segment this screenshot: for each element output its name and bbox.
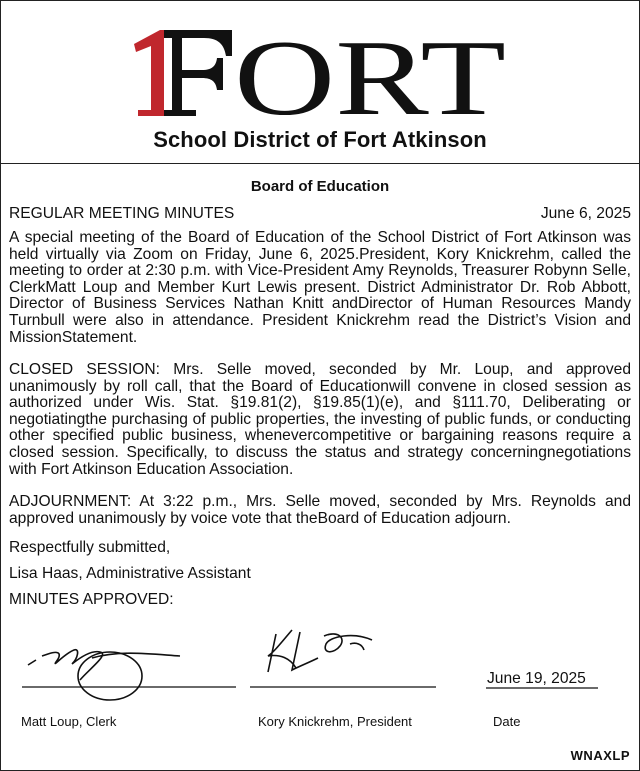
- approval-date: June 19, 2025: [487, 670, 586, 687]
- president-name: Kory Knickrehm, President: [258, 714, 412, 729]
- meeting-date: June 6, 2025: [540, 205, 631, 222]
- closed-session-paragraph: CLOSED SESSION: Mrs. Selle moved, seconded by Mr. Loup, and approved unanimously by roll call, that the Board of Educationwill convene in closed session as authorized under Wis. Stat. §19.81(2), §19.85(1)(e), and §111.70, Deliberating or negotiatingthe purchasing of public properties, the investing of public funds, or conducting other specified public business, whenevercompetitive or bargaining reasons require a closed session. Specifically, to discuss the status and strategy concerningnegotiations with Fort Atkinson Education Association.: [9, 361, 631, 478]
- svg-text:ORT: ORT: [234, 22, 506, 122]
- district-logo: [0, 22, 640, 122]
- intro-paragraph: A special meeting of the Board of Education of the School District of Fort Atkinson was held virtually via Zoom on Friday, June 6, 2025.President, Kory Knickrehm, called the meeting to order at 2:30 p.m. with Vice-President Amy Reynolds, Treasurer Robynn Selle, ClerkMatt Loup and Member Kurt Lewis present. District Administrator Dr. Rob Abbott, Director of Business Services Nathan Knitt andDirector of Human Resources Mandy Turnbull were also in attendance. President Knickrehm read the District’s Vision and MissionStatement.: [9, 229, 631, 346]
- board-heading: Board of Education: [250, 178, 390, 195]
- ad-code: WNAXLP: [570, 748, 630, 763]
- president-signature: [268, 630, 372, 672]
- minutes-approved: MINUTES APPROVED:: [9, 591, 174, 608]
- signature-block: [0, 610, 640, 710]
- district-name: School District of Fort Atkinson: [153, 127, 487, 152]
- clerk-signature: [28, 650, 180, 700]
- clerk-name: Matt Loup, Clerk: [21, 714, 117, 729]
- fort-logo-icon: [120, 22, 520, 122]
- submitter-name: Lisa Haas, Administrative Assistant: [9, 565, 251, 582]
- meeting-meta: [9, 205, 631, 223]
- respectfully-submitted: Respectfully submitted,: [9, 539, 171, 556]
- date-label: Date: [493, 714, 521, 729]
- meeting-type: REGULAR MEETING MINUTES: [9, 205, 235, 222]
- header-divider: [0, 163, 640, 164]
- adjournment-paragraph: ADJOURNMENT: At 3:22 p.m., Mrs. Selle moved, seconded by Mrs. Reynolds and approved unanimously by voice vote that theBoard of Education adjourn.: [9, 493, 631, 527]
